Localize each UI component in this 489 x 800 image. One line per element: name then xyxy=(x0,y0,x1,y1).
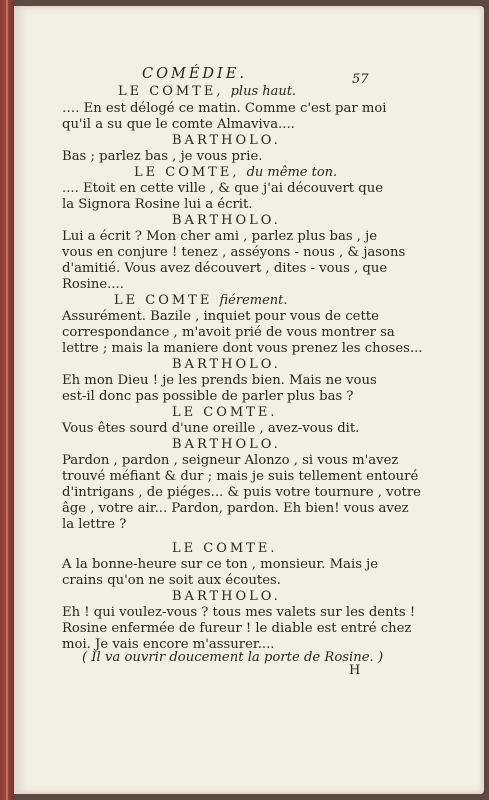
dialogue-line: Rosine.... xyxy=(62,277,124,292)
speaker-heading: LE COMTE, plus haut. xyxy=(118,84,297,99)
dialogue-line: Bas ; parlez bas , je vous prie. xyxy=(62,149,263,164)
dialogue-line: vous en conjure ! tenez , asséyons - nous , & jasons xyxy=(62,245,406,260)
speaker-heading: BARTHOLO. xyxy=(172,213,281,228)
dialogue-line: Eh mon Dieu ! je les prends bien. Mais ne vous xyxy=(62,373,377,388)
speaker-heading: BARTHOLO. xyxy=(172,437,281,452)
speaker-heading: LE COMTE fiérement. xyxy=(114,293,288,308)
dialogue-line: trouvé méfiant & dur ; mais je suis tellement entouré xyxy=(62,469,419,484)
page-number: 57 xyxy=(352,72,369,87)
dialogue-line: la lettre ? xyxy=(62,517,127,532)
dialogue-line: lettre ; mais la maniere dont vous prenez les choses... xyxy=(62,341,423,356)
dialogue-line: est-il donc pas possible de parler plus bas ? xyxy=(62,389,354,404)
dialogue-line: …. En est délogé ce matin. Comme c'est par moi xyxy=(62,101,387,116)
dialogue-line: crains qu'on ne soit aux écoutes. xyxy=(62,573,281,588)
dialogue-line: d'amitié. Vous avez découvert , dites - vous , que xyxy=(62,261,388,276)
dialogue-line: la Signora Rosine lui a écrit. xyxy=(62,197,253,212)
dialogue-line: correspondance , m'avoit prié de vous montrer sa xyxy=(62,325,395,340)
speaker-heading: BARTHOLO. xyxy=(172,589,281,604)
speaker-heading: LE COMTE. xyxy=(172,541,278,556)
signature-mark: H xyxy=(349,663,361,678)
running-title: COMÉDIE. xyxy=(142,66,247,82)
speaker-heading: LE COMTE. xyxy=(172,405,278,420)
dialogue-line: d'intrigans , de piéges... & puis votre tournure , votre xyxy=(62,485,421,500)
dialogue-line: Assurément. Bazile , inquiet pour vous de cette xyxy=(62,309,379,324)
dialogue-line: qu'il a su que le comte Almaviva.... xyxy=(62,117,295,132)
dialogue-line: A la bonne-heure sur ce ton , monsieur. Mais je xyxy=(62,557,379,572)
dialogue-line: âge , votre air... Pardon, pardon. Eh bien! vous avez xyxy=(62,501,409,516)
dialogue-line: Vous êtes sourd d'une oreille , avez-vous dit. xyxy=(62,421,360,436)
dialogue-line: Pardon , pardon , seigneur Alonzo , si vous m'avez xyxy=(62,453,399,468)
dialogue-line: moi. Je vais encore m'assurer.... xyxy=(62,637,275,652)
stage-direction: ( Il va ouvrir doucement la porte de Rosine. ) xyxy=(82,650,384,665)
dialogue-line: .... Etoit en cette ville , & que j'ai découvert que xyxy=(62,181,383,196)
dialogue-line: Eh ! qui voulez-vous ? tous mes valets sur les dents ! xyxy=(62,605,416,620)
speaker-heading: BARTHOLO. xyxy=(172,133,281,148)
speaker-heading: BARTHOLO. xyxy=(172,357,281,372)
speaker-heading: LE COMTE, du même ton. xyxy=(134,165,338,180)
dialogue-line: Lui a écrit ? Mon cher ami , parlez plus bas , je xyxy=(62,229,378,244)
dialogue-line: Rosine enfermée de fureur ! le diable est entré chez xyxy=(62,621,412,636)
